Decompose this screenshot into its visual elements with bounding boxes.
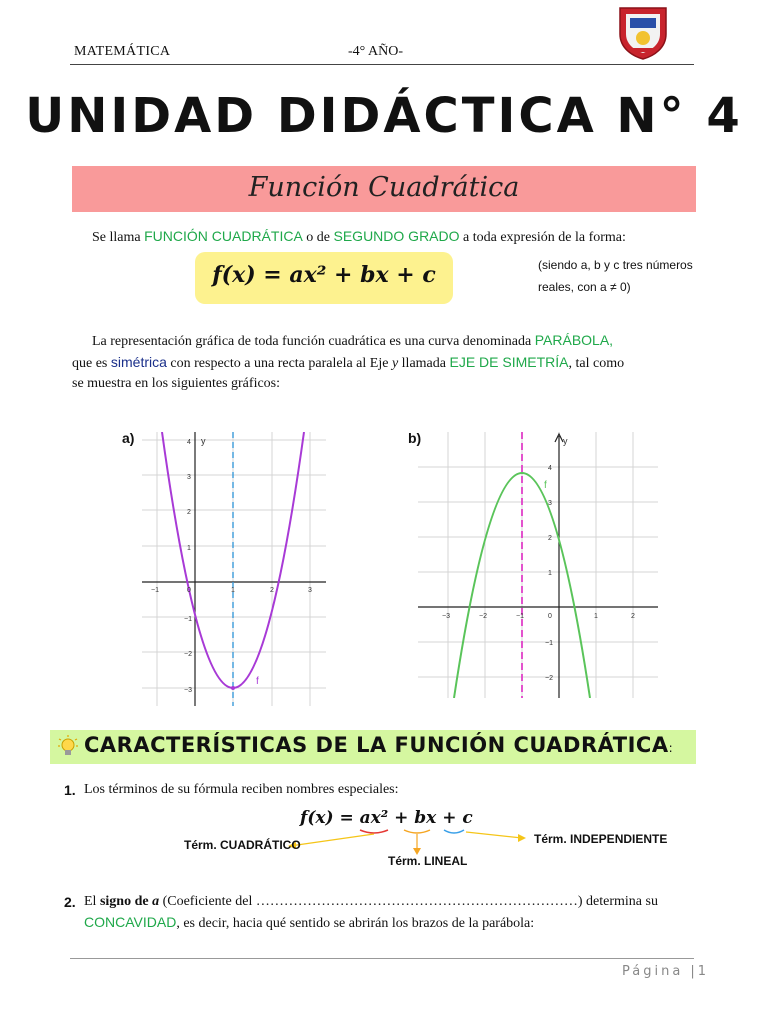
term-independent-label: Térm. INDEPENDIENTE (534, 832, 668, 846)
y-tick: −1 (545, 640, 553, 647)
term-segundo-grado: SEGUNDO GRADO (333, 228, 460, 244)
header-divider (70, 64, 694, 65)
graph-a-curve-label: f (256, 676, 259, 687)
coefficient-note-line2: reales, con a ≠ 0) (538, 280, 631, 294)
para-text: se muestra en los siguientes gráficos: (72, 376, 281, 391)
x-tick: 0 (548, 613, 552, 620)
y-tick: −2 (545, 675, 553, 682)
page-title: UNIDAD DIDÁCTICA N° 4 (25, 88, 743, 144)
intro-text-1: Se llama (92, 230, 145, 245)
characteristics-title (84, 733, 673, 757)
x-tick: −1 (516, 613, 524, 620)
para-text: La representación gráfica de toda función cuadrática es una curva denominada (92, 334, 535, 349)
term-simetrica: simétrica (110, 354, 167, 370)
y-tick: 2 (187, 509, 191, 516)
x-tick: 2 (631, 613, 635, 620)
y-tick: 1 (187, 545, 191, 552)
item-1-text: Los términos de su fórmula reciben nombres especiales: (84, 782, 399, 797)
item-2-sign-label: signo de (99, 894, 153, 909)
term-parabola: PARÁBOLA, (534, 332, 614, 348)
page-number: Página |1 (622, 964, 710, 979)
coefficient-note-line1: (siendo a, b y c tres números (538, 258, 693, 272)
header-grade: -4° AÑO- (348, 44, 403, 59)
graph-b-label: b) (408, 430, 422, 446)
para-text: que es (72, 356, 111, 371)
graph-b-y-label: y (563, 436, 568, 446)
x-tick: 3 (308, 587, 312, 594)
footer-divider (70, 958, 694, 959)
para-text: con respecto a una recta paralela al Eje (166, 356, 392, 371)
y-tick: 4 (187, 439, 191, 446)
intro-sentence (92, 226, 626, 248)
header-subject: MATEMÁTICA (74, 44, 171, 59)
y-tick: −3 (184, 687, 192, 694)
x-tick: 1 (594, 613, 598, 620)
para-text: , tal como (568, 356, 625, 371)
x-tick: −3 (442, 613, 450, 620)
y-tick: 1 (548, 570, 552, 577)
item-2-text-part: (Coeficiente del ……………………………………………………………) determina su (159, 894, 658, 909)
school-crest-icon (614, 4, 672, 60)
item-2-text-part: El (84, 894, 100, 909)
y-tick: 2 (548, 535, 552, 542)
graph-a-parabola-up (142, 432, 326, 706)
item-2-number: 2. (64, 894, 76, 910)
characteristics-colon: : (668, 741, 674, 755)
parabola-paragraph (72, 330, 698, 394)
x-tick: 1 (231, 587, 235, 594)
item-1-number: 1. (64, 782, 76, 798)
characteristics-title-text: CARACTERÍSTICAS DE LA FUNCIÓN CUADRÁTICA (84, 733, 669, 757)
graph-a-y-label: y (201, 436, 206, 446)
term-funcion-cuadratica: FUNCIÓN CUADRÁTICA (144, 228, 303, 244)
x-tick: −1 (151, 587, 159, 594)
para-text: llamada (398, 356, 450, 371)
x-tick: −2 (479, 613, 487, 620)
x-tick: 0 (187, 587, 191, 594)
lightbulb-icon (58, 735, 78, 759)
y-tick: 3 (548, 500, 552, 507)
intro-text-2: o de (302, 230, 334, 245)
graph-a-label: a) (122, 430, 135, 446)
graph-b-parabola-down (418, 432, 658, 698)
term-linear-label: Térm. LINEAL (388, 854, 468, 868)
item-1-formula: f(x) = ax² + bx + c (300, 808, 473, 828)
y-tick: 3 (187, 474, 191, 481)
x-tick: 2 (270, 587, 274, 594)
graph-b-curve-label: f (544, 480, 547, 491)
item-2-coef-a: a (152, 894, 160, 909)
term-concavidad: CONCAVIDAD (84, 914, 177, 930)
item-2-text-part: , es decir, hacia qué sentido se abrirán los brazos de la parábola: (176, 916, 535, 931)
topic-banner-text: Función Cuadrática (248, 172, 520, 203)
axis-y-symbol: y (391, 356, 399, 371)
intro-text-3: a toda expresión de la forma: (459, 230, 626, 245)
y-tick: −2 (184, 651, 192, 658)
item-2-text (84, 892, 696, 934)
term-quadratic-label: Térm. CUADRÁTICO (184, 838, 301, 852)
y-tick: −1 (184, 616, 192, 623)
y-tick: 4 (548, 465, 552, 472)
term-eje-de-simetria: EJE DE SIMETRÍA (449, 354, 569, 370)
general-formula: f(x) = ax² + bx + c (212, 262, 436, 288)
